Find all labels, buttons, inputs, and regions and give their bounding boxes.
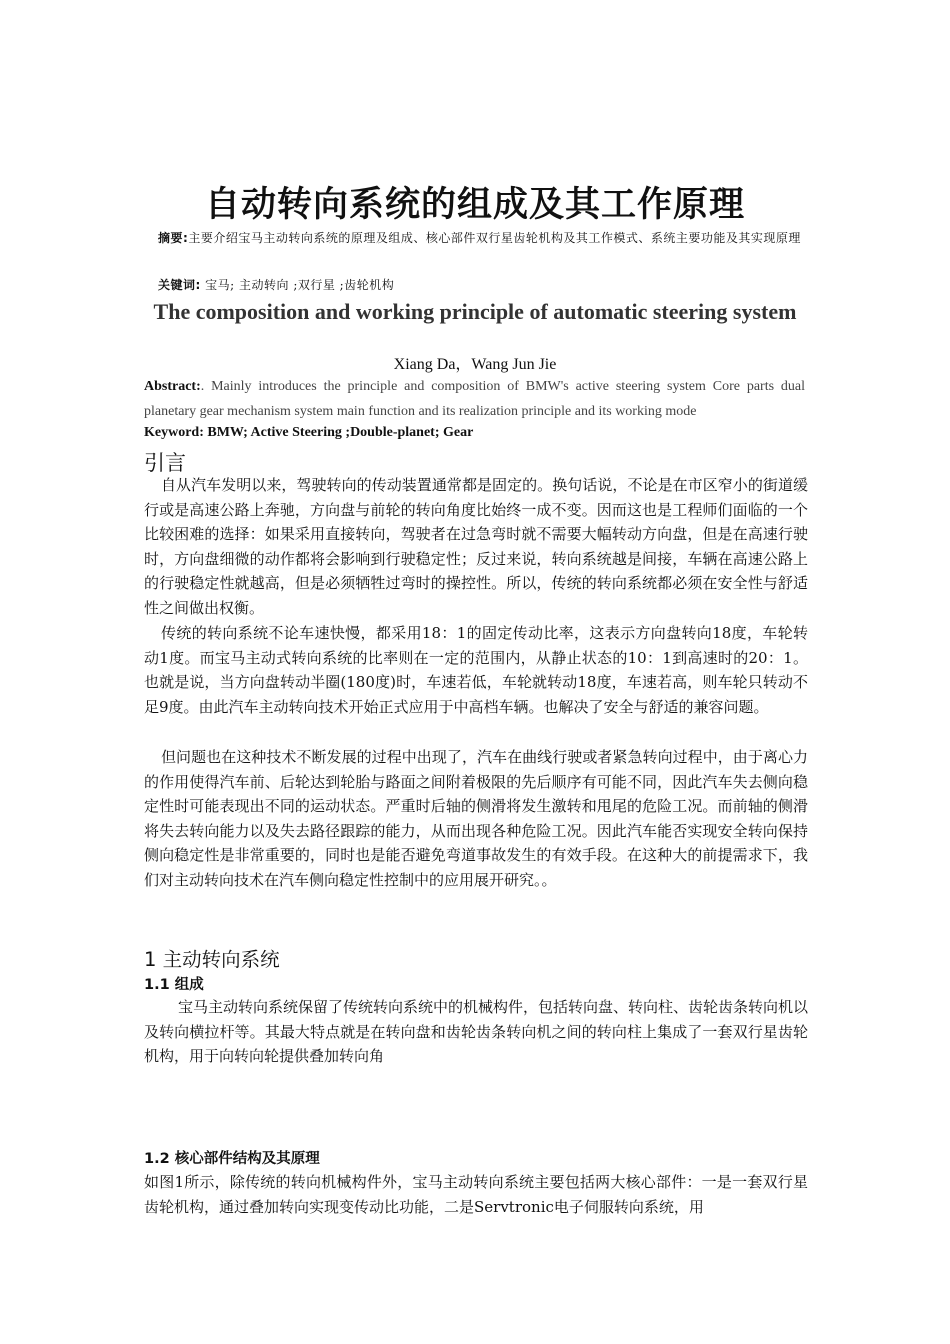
keywords-text-cn: 宝马; 主动转向 ;双行星 ;齿轮机构 [205, 278, 395, 292]
intro-paragraph-3: 但问题也在这种技术不断发展的过程中出现了，汽车在曲线行驶或者紧急转向过程中，由于离心力的作用使得汽车前、后轮达到轮胎与路面之间附着极限的先后顺序有可能不同，因此汽车失去侧向稳定性时可能表现出不同的运动状态。严重时后轴的侧滑将发生激转和甩尾的危险工况。而前轴的侧滑将失去转向能力以及失去路径跟踪的能力，从而出现各种危险工况。因此汽车能否实现安全转向保持侧向稳定性是非常重要的，同时也是能否避免弯道事故发生的有效手段。在这种大的前提需求下，我们对主动转向技术在汽车侧向稳定性控制中的应用展开研究。。 [144, 748, 808, 889]
section-1-1-heading: 1.1 组成 [144, 977, 204, 993]
english-keywords: Keyword: BMW; Active Steering ;Double-planet; Gear [144, 425, 474, 440]
abstract-label-en: Abstract: [144, 379, 201, 394]
section-1-heading: 1 主动转向系统 [144, 948, 280, 971]
section-1-2-text: 如图1所示，除传统的转向机械构件外，宝马主动转向系统主要包括两大核心部件：一是一套双行星齿轮机构，通过叠加转向实现变传动比功能，二是Servtronic电子伺服转向系统，用 [144, 1173, 808, 1216]
chinese-keywords [158, 273, 394, 297]
abstract-text-cn: 主要介绍宝马主动转向系统的原理及组成、核心部件双行星齿轮机构及其工作模式、系统主要功能及其实现原理 [188, 231, 801, 245]
chinese-abstract [144, 226, 808, 250]
chinese-title: 自动转向系统的组成及其工作原理 [204, 185, 745, 225]
keywords-label-cn: 关键词: [158, 278, 201, 292]
authors: Xiang Da，Wang Jun Jie [393, 356, 557, 373]
english-abstract [144, 374, 805, 424]
intro-paragraph-1: 自从汽车发明以来，驾驶转向的传动装置通常都是固定的。换句话说，不论是在市区窄小的街道缓行或是高速公路上奔驰，方向盘与前轮的转向角度比始终一成不变。因而这也是工程师们面临的一个比较困难的选择：如果采用直接转向，驾驶者在过急弯时就不需要大幅转动方向盘，但是在高速行驶时，方向盘细微的动作都将会影响到行驶稳定性；反过来说，转向系统越是间接，车辆在高速公路上的行驶稳定性就越高，但是必须牺牲过弯时的操控性。所以，传统的转向系统都必须在安全性与舒适性之间做出权衡。 [144, 476, 808, 617]
section-1-2-heading: 1.2 核心部件结构及其原理 [144, 1151, 320, 1167]
abstract-text-en: . Mainly introduces the principle and composition of BMW's active steering system Core parts dual planetary gear mechanism system main function and its realization principle and its working mode [144, 379, 805, 419]
section-1-1-text: 宝马主动转向系统保留了传统转向系统中的机械构件，包括转向盘、转向柱、齿轮齿条转向机以及转向横拉杆等。其最大特点就是在转向盘和齿轮齿条转向机之间的转向柱上集成了一套双行星齿轮机构，用于向转向轮提供叠加转向角 [144, 998, 809, 1066]
english-title: The composition and working principle of automatic steering system [153, 299, 797, 324]
abstract-label-cn: 摘要: [158, 231, 189, 245]
intro-paragraph-2: 传统的转向系统不论车速快慢，都采用18：1的固定传动比率，这表示方向盘转向18度，车轮转动1度。而宝马主动式转向系统的比率则在一定的范围内，从静止状态的10：1到高速时的20：1。也就是说，当方向盘转动半圈(180度)时，车速若低，车轮就转动18度，车速若高，则车轮只转动不足9度。由此汽车主动转向技术开始正式应用于中高档车辆。也解决了安全与舒适的兼容问题。 [144, 624, 808, 716]
intro-heading: 引言 [144, 451, 186, 475]
